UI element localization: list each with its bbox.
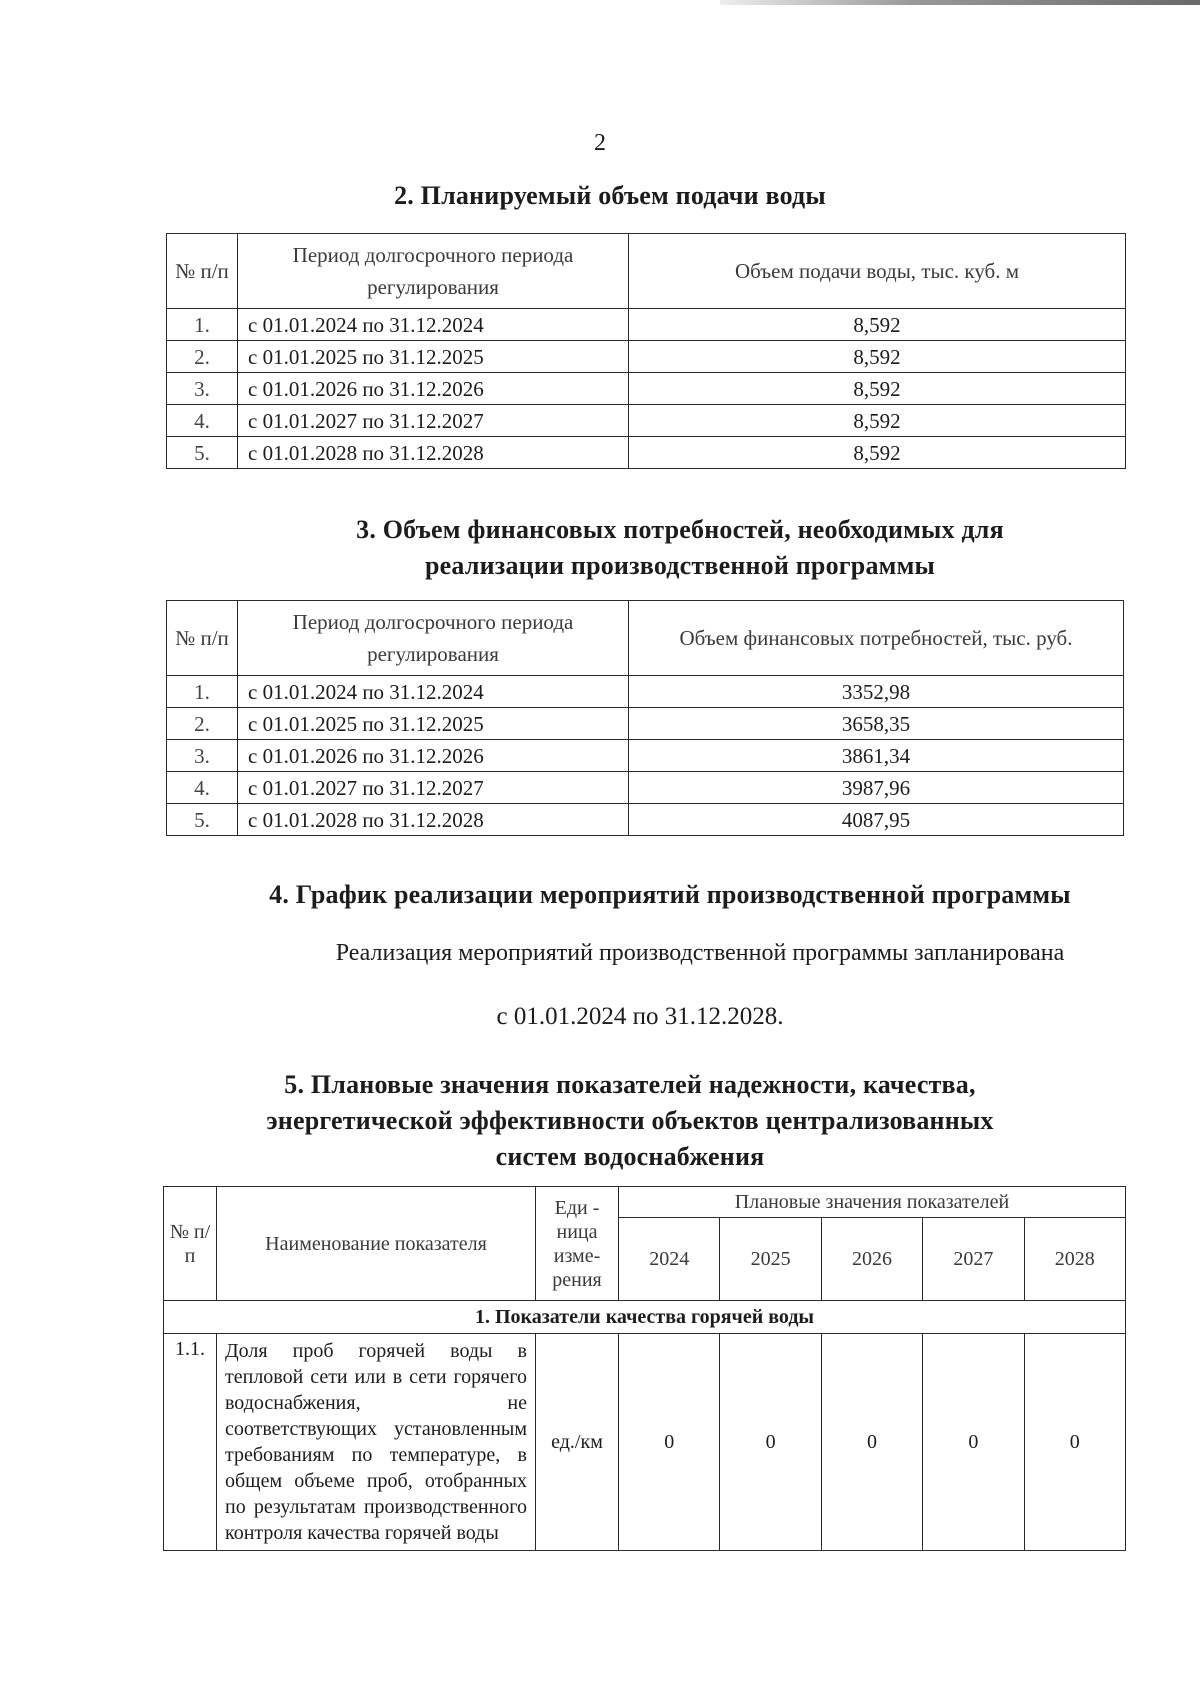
- indicator-unit: ед./км: [536, 1334, 619, 1551]
- header-year: 2028: [1024, 1218, 1125, 1301]
- table-row: [167, 740, 1124, 772]
- section-3-title: [250, 512, 1110, 584]
- table-row: [167, 373, 1126, 405]
- header-value: Объем подачи воды, тыс. куб. м: [629, 234, 1126, 309]
- table-row: [167, 772, 1124, 804]
- header-num: № п/п: [167, 234, 238, 309]
- header-num: № п/п: [167, 601, 238, 676]
- row-period: с 01.01.2026 по 31.12.2026: [238, 740, 629, 772]
- row-value: 8,592: [629, 341, 1126, 373]
- row-period: с 01.01.2028 по 31.12.2028: [238, 804, 629, 836]
- section-4-title: 4. График реализации мероприятий производственной программы: [269, 880, 1071, 909]
- header-year: 2024: [619, 1218, 720, 1301]
- water-supply-table: [166, 233, 1126, 469]
- row-period: с 01.01.2024 по 31.12.2024: [238, 309, 629, 341]
- indicator-value: 0: [720, 1334, 821, 1551]
- indicator-num: 1.1.: [164, 1334, 217, 1551]
- table-header-row: [167, 601, 1124, 676]
- table-row: [167, 676, 1124, 708]
- row-period: с 01.01.2027 по 31.12.2027: [238, 772, 629, 804]
- table-header-row: [167, 234, 1126, 309]
- scan-edge-artifact: [720, 0, 1200, 5]
- header-year: 2027: [923, 1218, 1024, 1301]
- row-value: 3658,35: [629, 708, 1124, 740]
- row-period: с 01.01.2025 по 31.12.2025: [238, 708, 629, 740]
- row-value: 8,592: [629, 405, 1126, 437]
- header-planned-values: Плановые значения показателей: [619, 1187, 1126, 1218]
- indicator-value: 0: [923, 1334, 1024, 1551]
- table-header-row: [164, 1187, 1126, 1218]
- row-value: 8,592: [629, 309, 1126, 341]
- row-num: 1.: [167, 309, 238, 341]
- header-unit: Еди - ница изме- рения: [536, 1187, 619, 1301]
- section-3-title-line1: 3. Объем финансовых потребностей, необходимых для: [356, 515, 1004, 544]
- row-num: 5.: [167, 437, 238, 469]
- row-period: с 01.01.2027 по 31.12.2027: [238, 405, 629, 437]
- row-value: 3987,96: [629, 772, 1124, 804]
- group-row: [164, 1301, 1126, 1334]
- row-num: 4.: [167, 405, 238, 437]
- table-row: [167, 804, 1124, 836]
- header-num: № п/п: [164, 1187, 217, 1301]
- row-value: 4087,95: [629, 804, 1124, 836]
- financial-needs-table: [166, 600, 1124, 836]
- header-year: 2026: [821, 1218, 922, 1301]
- section-3-title-line2: реализации производственной программы: [425, 551, 935, 580]
- header-name: Наименование показателя: [217, 1187, 536, 1301]
- row-value: 3861,34: [629, 740, 1124, 772]
- section-5-title-line2: энергетической эффективности объектов централизованных: [266, 1106, 994, 1135]
- table-row: [167, 309, 1126, 341]
- row-value: 3352,98: [629, 676, 1124, 708]
- row-period: с 01.01.2026 по 31.12.2026: [238, 373, 629, 405]
- row-num: 2.: [167, 341, 238, 373]
- section-2-title: 2. Планируемый объем подачи воды: [394, 181, 826, 210]
- header-value: Объем финансовых потребностей, тыс. руб.: [629, 601, 1124, 676]
- section-4-range: с 01.01.2024 по 31.12.2028.: [496, 1003, 784, 1030]
- section-5-title-line1: 5. Плановые значения показателей надежности, качества,: [284, 1070, 976, 1099]
- indicator-value: 0: [1024, 1334, 1125, 1551]
- row-value: 8,592: [629, 373, 1126, 405]
- header-period: Период долгосрочного периода регулирования: [238, 234, 629, 309]
- row-num: 4.: [167, 772, 238, 804]
- section-5-title-line3: систем водоснабжения: [495, 1142, 765, 1171]
- indicator-value: 0: [821, 1334, 922, 1551]
- row-num: 1.: [167, 676, 238, 708]
- table-row: [167, 708, 1124, 740]
- row-num: 5.: [167, 804, 238, 836]
- row-period: с 01.01.2024 по 31.12.2024: [238, 676, 629, 708]
- row-period: с 01.01.2028 по 31.12.2028: [238, 437, 629, 469]
- group-title: 1. Показатели качества горячей воды: [164, 1301, 1126, 1334]
- table-row: [167, 341, 1126, 373]
- indicator-name: Доля проб горячей воды в тепловой сети или в сети горячего водоснабжения, не соответствующих установленным требованиям по температуре, в общем объеме проб, отобранных по результатам производственного контроля качества горячей воды: [217, 1334, 536, 1551]
- header-period: Период долгосрочного периода регулирования: [238, 601, 629, 676]
- table-row: [167, 437, 1126, 469]
- table-row: [167, 405, 1126, 437]
- page-number: 2: [594, 130, 606, 156]
- row-period: с 01.01.2025 по 31.12.2025: [238, 341, 629, 373]
- header-year: 2025: [720, 1218, 821, 1301]
- row-num: 3.: [167, 373, 238, 405]
- row-num: 3.: [167, 740, 238, 772]
- indicator-value: 0: [619, 1334, 720, 1551]
- section-4-text: Реализация мероприятий производственной программы запланирована: [335, 940, 1065, 966]
- row-num: 2.: [167, 708, 238, 740]
- row-value: 8,592: [629, 437, 1126, 469]
- table-row: [164, 1334, 1126, 1551]
- section-5-title: [200, 1067, 1060, 1175]
- indicators-table: [163, 1186, 1126, 1551]
